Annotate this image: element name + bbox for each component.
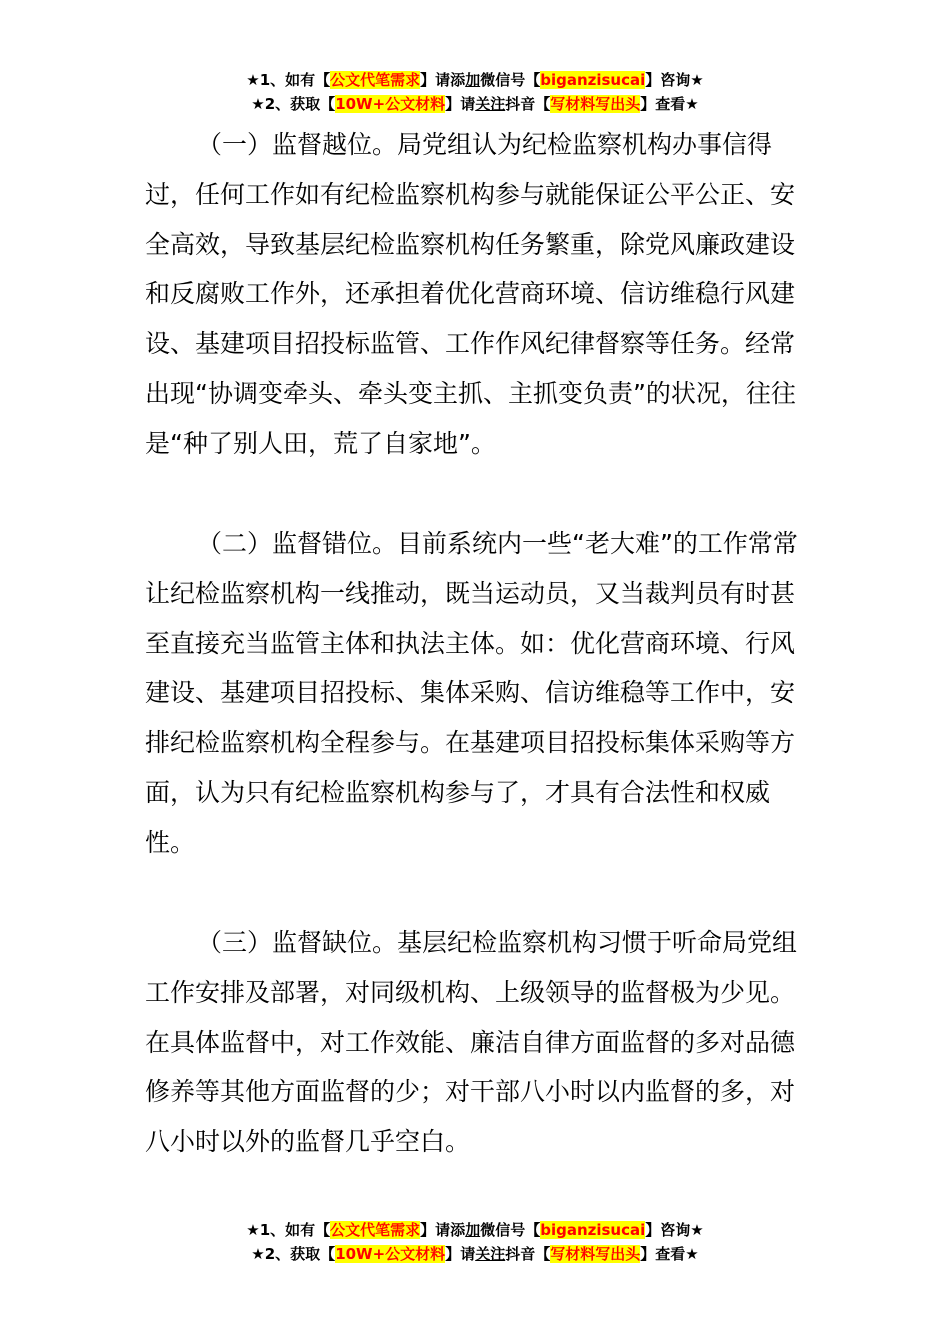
promo-text: 微信号【 — [480, 1221, 541, 1239]
promo-text: 】咨询★ — [645, 1221, 704, 1239]
promo-line-2 — [0, 92, 950, 116]
promo-emphasis: 加 — [465, 71, 481, 89]
promo-text: ★2、获取【 — [251, 95, 336, 113]
paragraph-text: （三）监督缺位。基层纪检监察机构习惯于听命局党组工作安排及部署，对同级机构、上级领导的监督极为少见。在具体监督中，对工作效能、廉洁自律方面监督的多对品德修养等其他方面监督的少；对干部八小时以内监督的多，对八小时以外的监督几乎空白。 — [145, 928, 798, 1157]
promo-text: 】请添 — [420, 1221, 466, 1239]
promo-emphasis: 加 — [465, 1221, 481, 1239]
promo-text: 】咨询★ — [645, 71, 704, 89]
promo-text: 抖音【 — [505, 95, 551, 113]
body-paragraph-2 — [145, 519, 810, 868]
promo-highlight: 10W+公文材料 — [335, 95, 446, 113]
promo-emphasis: 关注 — [475, 1245, 506, 1263]
promo-text: 】请 — [445, 1245, 476, 1263]
promo-text: 】查看★ — [640, 95, 699, 113]
body-paragraph-3 — [145, 918, 810, 1167]
promo-highlight: 10W+公文材料 — [335, 1245, 446, 1263]
promo-emphasis: 关注 — [475, 95, 506, 113]
promo-line-1 — [0, 1218, 950, 1242]
promo-text: 】请添 — [420, 71, 466, 89]
promo-footer — [0, 1218, 950, 1266]
promo-line-1 — [0, 68, 950, 92]
promo-line-2 — [0, 1242, 950, 1266]
promo-highlight: 写材料写出头 — [550, 95, 641, 113]
promo-text: ★1、如有【 — [246, 1221, 331, 1239]
promo-highlight: 写材料写出头 — [550, 1245, 641, 1263]
body-paragraph-1 — [145, 120, 810, 469]
promo-highlight: biganzisucai — [540, 71, 646, 89]
promo-text: ★2、获取【 — [251, 1245, 336, 1263]
promo-highlight: 公文代笔需求 — [330, 1221, 421, 1239]
promo-text: 微信号【 — [480, 71, 541, 89]
promo-text: 抖音【 — [505, 1245, 551, 1263]
promo-text: 】查看★ — [640, 1245, 699, 1263]
promo-header — [0, 68, 950, 116]
promo-highlight: biganzisucai — [540, 1221, 646, 1239]
promo-highlight: 公文代笔需求 — [330, 71, 421, 89]
promo-text: ★1、如有【 — [246, 71, 331, 89]
paragraph-text: （一）监督越位。局党组认为纪检监察机构办事信得过，任何工作如有纪检监察机构参与就能保证公平公正、安全高效，导致基层纪检监察机构任务繁重，除党风廉政建设和反腐败工作外，还承担着优化营商环境、信访维稳行风建设、基建项目招投标监管、工作作风纪律督察等任务。经常出现“协调变牵头、牵头变主抓、主抓变负责”的状况，往往是“种了别人田，荒了自家地”。 — [145, 130, 796, 458]
paragraph-text: （二）监督错位。目前系统内一些“老大难”的工作常常让纪检监察机构一线推动，既当运动员，又当裁判员有时甚至直接充当监管主体和执法主体。如：优化营商环境、行风建设、基建项目招投标、集体采购、信访维稳等工作中，安排纪检监察机构全程参与。在基建项目招投标集体采购等方面，认为只有纪检监察机构参与了，才具有合法性和权威性。 — [145, 529, 798, 857]
promo-text: 】请 — [445, 95, 476, 113]
